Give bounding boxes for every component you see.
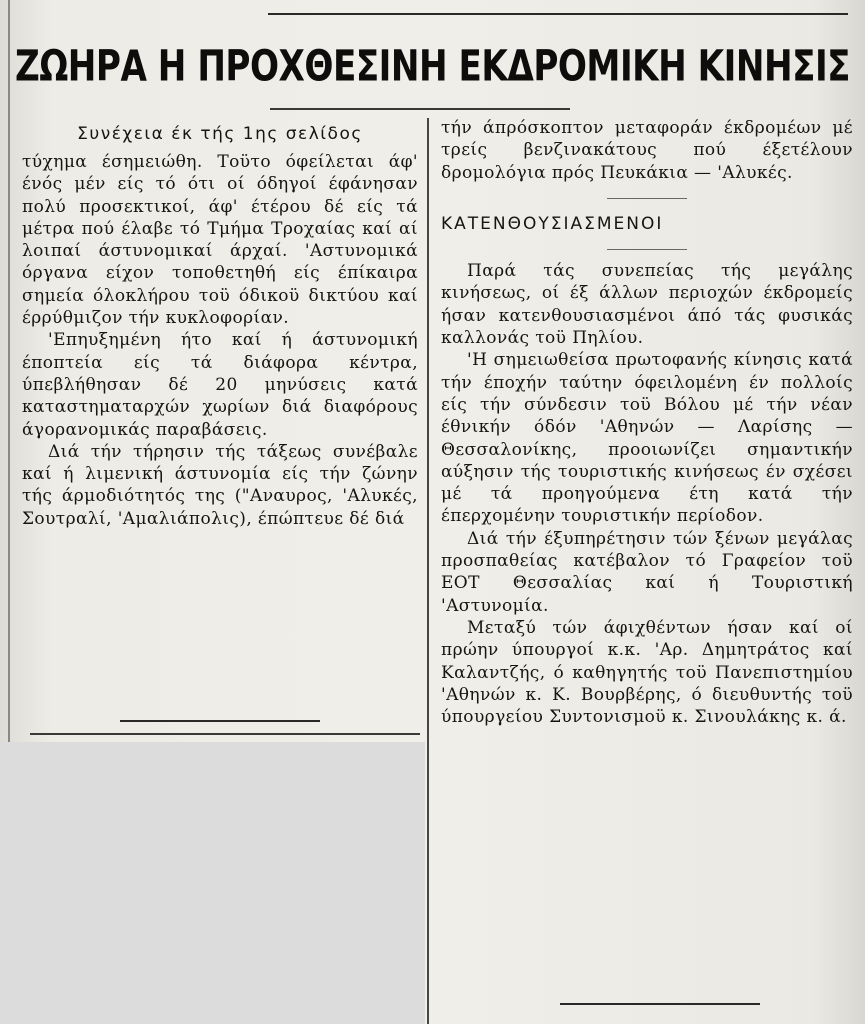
column-end-rule: [560, 1003, 760, 1005]
column-divider: [427, 118, 429, 1024]
section-title: ΚΑΤΕΝΘΟΥΣΙΑΣΜΕΝΟΙ: [441, 213, 664, 234]
column-end-rule: [120, 720, 320, 722]
section-rule: [607, 249, 687, 250]
paragraph: Διά τήν τήρησιν τής τάξεως συνέβαλε καί ή λιμενική άστυνομία είς τήν ζώνην τής άρμοδιότητός της ("Αναυρος, 'Αλυκές, Σουτραλί, 'Αμαλιάπολις), έπώπτευε δέ διά: [22, 441, 418, 529]
paragraph: Διά τήν έξυπηρέτησιν τών ξένων μεγάλας προσπαθείας κατέβαλον τό Γραφείον τοϋ ΕΟΤ Θεσσαλίας καί ή Τουριστική 'Αστυνομία.: [441, 528, 853, 616]
paragraph: Μεταξύ τών άφιχθέντων ήσαν καί οί πρώην ύπουργοί κ.κ. 'Αρ. Δημητράτος καί Καλαντζής, ό καθηγητής τοϋ Πανεπιστημίου 'Αθηνών κ. Κ. Βουρβέρης, ό διευθυντής τοϋ ύπουργείου Συντονισμοϋ κ. Σινουλάκης κ. ά.: [441, 617, 853, 728]
paragraph: τύχημα έσημειώθη. Τοϋτο όφείλεται άφ' ένός μέν είς τό ότι οί όδηγοί έφάνησαν πολύ προσεκτικοί, άφ' έτέρου δέ είς τά μέτρα πού έλαβε τό Τμήμα Τροχαίας καί αί λοιπαί άστυνομικαί άρχαί. 'Αστυνομικά όργανα είχον τοποθετηθή είς έπίκαιρα σημεία όλοκλήρου τοϋ όδικοϋ δικτύου καί έρρύθμιζον τήν κυκλοφορίαν.: [22, 152, 418, 329]
section-rule: [607, 198, 687, 199]
continuation-note: Συνέχεια έκ τής 1ης σελίδος: [77, 124, 363, 144]
paragraph: Παρά τάς συνεπείας τής μεγάλης κινήσεως, οί έξ άλλων περιοχών έκδρομείς ήσαν κατενθουσιασμένοι άπό τάς φυσικάς καλλονάς τοϋ Πηλίου.: [441, 261, 853, 349]
paragraph: 'Επηυξημένη ήτο καί ή άστυνομική έποπτεία είς τά διάφορα κέντρα, ύπεβλήθησαν δέ 20 μηνύσεις κατά καταστηματαρχών χωρίων διά διαφόρους άγορανομικάς παραβάσεις.: [22, 330, 418, 440]
blank-area: [0, 742, 425, 1024]
right-column: [441, 117, 853, 728]
top-rule: [268, 13, 848, 15]
column-end-rule: [30, 733, 420, 735]
paragraph: 'Η σημειωθείσα πρωτοφανής κίνησις κατά τήν έποχήν ταύτην όφειλομένη έν πολλοίς είς τήν σύνδεσιν τοϋ Βόλου μέ τήν νέαν έθνικήν όδόν 'Αθηνών — Λαρίσης — Θεσσαλονίκης, προοιωνίζει σημαντικήν αύξησιν τής τουριστικής κινήσεως έν σχέσει μέ τά προηγούμενα έτη κατά τήν έπερχομένην τουριστικήν περίοδον.: [441, 350, 853, 527]
headline-rule: [270, 108, 570, 110]
paragraph: τήν άπρόσκοπτον μεταφοράν έκδρομέων μέ τρείς βενζινακάτους πού έξετέλουν δρομολόγια πρός Πευκάκια — 'Αλυκές.: [441, 118, 853, 183]
headline: ΖΩΗΡΑ Η ΠΡΟΧΘΕΣΙΝΗ ΕΚΔΡΟΜΙΚΗ ΚΙΝΗΣΙΣ: [14, 41, 851, 91]
left-column: [22, 151, 418, 530]
